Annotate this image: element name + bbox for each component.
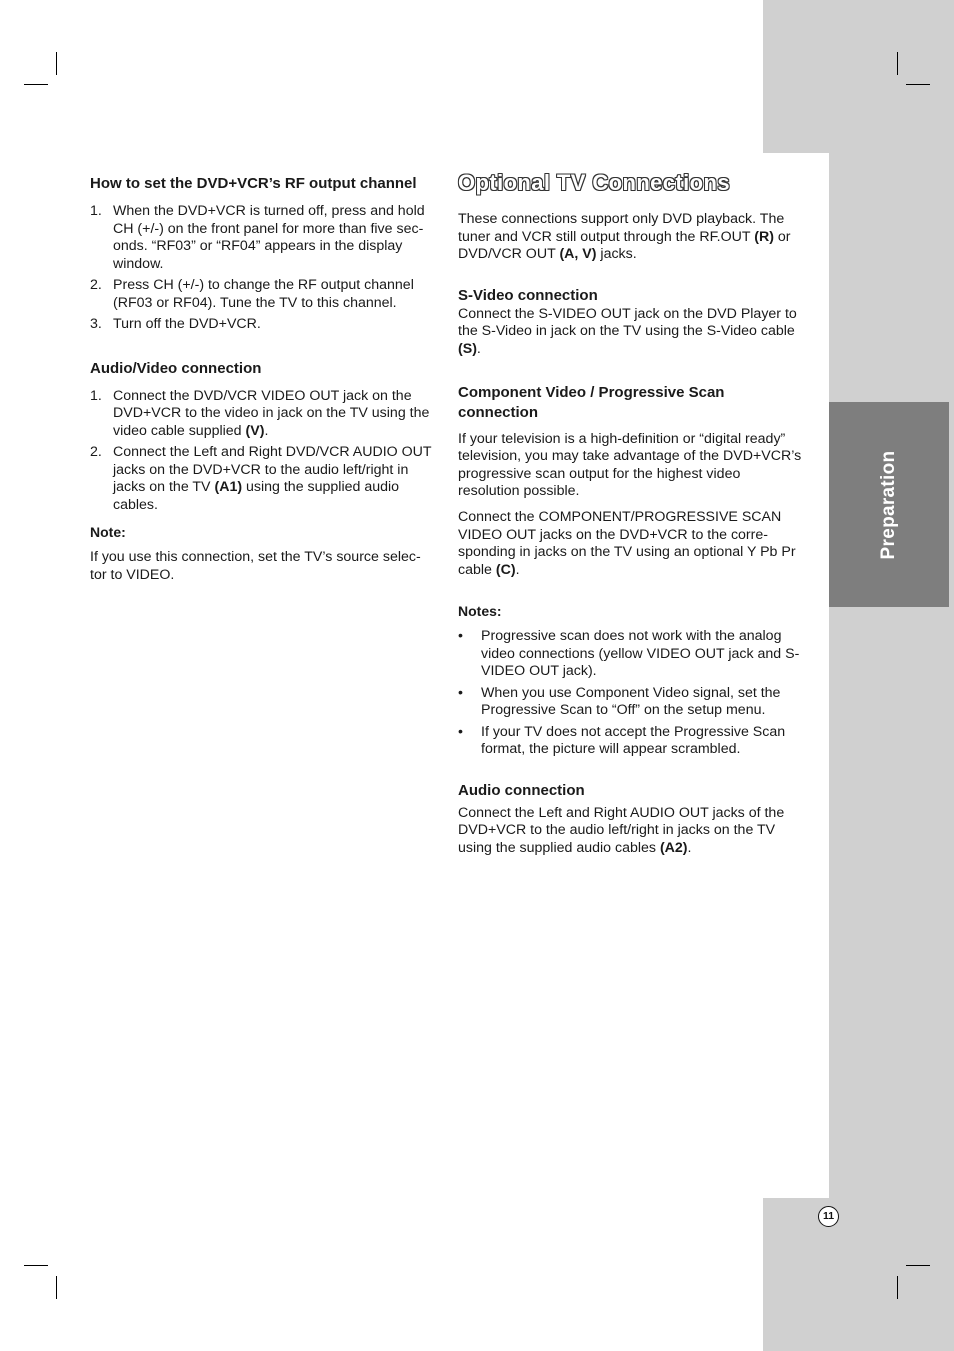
svideo-heading: S-Video connection [458,286,598,304]
list-item [90,316,436,334]
rf-output-heading: How to set the DVD+VCR’s RF output channel [90,175,417,192]
sidebar-background-bottom [763,1198,954,1351]
svideo-paragraph [458,306,803,359]
rf-steps-list [90,203,436,334]
step-text: Press CH (+/-) to change the RF output channel (RF03 or RF04). Tune the TV to this channel. [113,277,414,311]
cable-code: (R) [754,228,774,245]
step-number: 2. [90,444,102,460]
notes-label: Notes: [458,603,502,620]
list-item [90,277,436,312]
intro-paragraph [458,211,803,264]
cable-code: (A2) [659,840,688,856]
list-item [90,444,436,514]
crop-mark [897,52,898,75]
notes-list [458,628,803,759]
bullet: • [458,723,463,740]
intro-text: These connections support only DVD playback. The tuner and VCR still output through the RF.OUT [458,211,785,245]
component-text: Connect the COMPONENT/PROGRESSIVE SCAN VIDEO OUT jacks on the DVD+VCR to the corre-sponding in jacks on the TV using an optional Y Pb Pr cable [458,508,796,578]
audio-text-end: . [687,840,692,856]
sidebar-background [829,153,954,1198]
list-item [90,388,436,441]
right-column [458,170,803,858]
list-item [458,724,803,759]
av-steps-list [90,388,436,515]
audio-text: Connect the Left and Right AUDIO OUT jacks of the DVD+VCR to the audio left/right in jacks on the TV using the supplied audio cables [458,804,785,856]
cable-code: (C) [495,561,516,578]
bullet: • [458,684,463,701]
note-label: Note: [90,524,126,540]
note-text: Progressive scan does not work with the analog video connections (yellow VIDEO OUT jack and S-VIDEO OUT jack). [481,628,800,680]
svideo-text-end: . [476,340,481,357]
crop-mark [24,1265,48,1266]
audio-heading: Audio connection [458,781,585,799]
crop-mark [897,1276,898,1299]
cable-code: (A, V) [559,246,597,263]
crop-mark [56,1276,57,1299]
sidebar-background-top [763,0,954,153]
page-number: 11 [818,1206,839,1227]
page-title: Optional TV Connections [458,170,730,195]
step-text-end: using the supplied audio cables. [113,479,400,513]
step-number: 2. [90,277,102,293]
cable-code: (S) [458,340,477,357]
step-text: Connect the Left and Right DVD/VCR AUDIO OUT jacks on the DVD+VCR to the audio left/right in jacks on the TV [113,444,432,495]
section-tab-label: Preparation [878,450,899,559]
list-item [458,628,803,681]
left-column [90,174,436,584]
bullet: • [458,628,463,645]
component-text-end: . [515,561,520,578]
list-item [458,685,803,720]
note-text: If you use this connection, set the TV’s source selec-tor to VIDEO. [90,549,421,583]
crop-mark [24,84,48,85]
cable-code: (V) [245,422,265,439]
component-paragraph-1: If your television is a high-definition or “digital ready” television, you may take advantage of the DVD+VCR’s progressive scan output for the highest video resolution possible. [458,430,802,500]
section-tab [829,402,949,607]
note-text: If your TV does not accept the Progressive Scan format, the picture will appear scrambled. [481,723,786,758]
cable-code: (A1) [214,479,243,495]
step-number: 1. [90,387,102,404]
svideo-text: Connect the S-VIDEO OUT jack on the DVD Player to the S-Video in jack on the TV using the S-Video cable [458,305,797,340]
step-number: 1. [90,203,102,219]
component-paragraph-2 [458,509,803,579]
crop-mark [906,1265,930,1266]
note-text: When you use Component Video signal, set the Progressive Scan to “Off” on the setup menu. [481,684,781,719]
step-text: When the DVD+VCR is turned off, press and hold CH (+/-) on the front panel for more than five sec-onds. “RF03” or “RF04” appears in the display window. [113,203,425,272]
audio-paragraph [458,805,803,858]
crop-mark [56,52,57,75]
step-text: Turn off the DVD+VCR. [113,316,261,332]
crop-mark [906,84,930,85]
av-connection-heading: Audio/Video connection [90,359,262,377]
component-heading: Component Video / Progressive Scan connection [458,383,725,421]
intro-text: or DVD/VCR OUT [458,228,791,263]
step-number: 3. [90,316,102,332]
intro-text: jacks. [596,246,637,263]
step-text: Connect the DVD/VCR VIDEO OUT jack on the DVD+VCR to the video in jack on the TV using the video cable supplied [113,387,430,439]
list-item [90,203,436,273]
step-text-end: . [264,422,269,439]
